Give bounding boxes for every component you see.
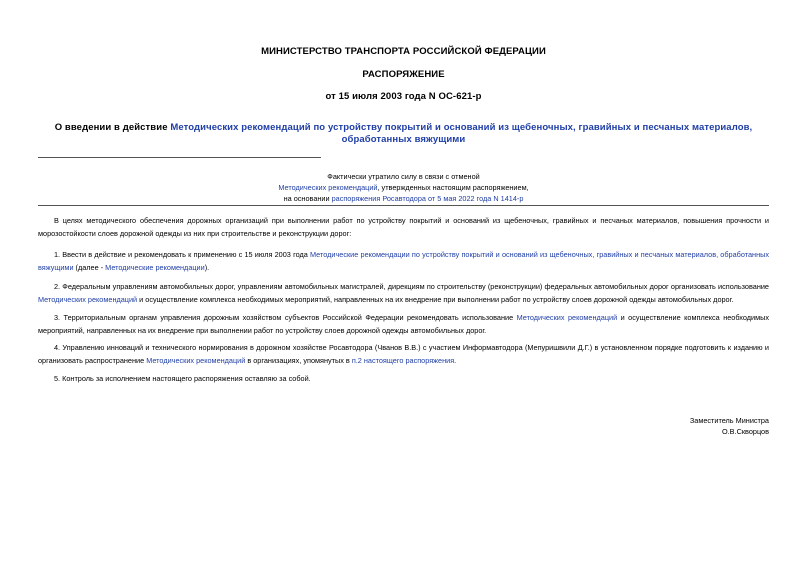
paragraph-3-prefix: 3. Территориальным органам управления дорожным хозяйством субъектов Российской Федерации рекомендовать использование (54, 313, 517, 322)
document-date-number: от 15 июля 2003 года N ОС-621-р (325, 91, 482, 102)
paragraph-4 (38, 341, 769, 368)
paragraph-4-link[interactable]: Методических рекомендаций (146, 356, 246, 366)
ministry-heading: МИНИСТЕРСТВО ТРАНСПОРТА РОССИЙСКОЙ ФЕДЕРАЦИИ (261, 46, 546, 57)
signature-block (690, 415, 769, 437)
intro-text: В целях методического обеспечения дорожных организаций при выполнении работ по устройству покрытий и оснований из щебеночных, гравийных и песчаных материалов, повышения прочности и морозостойкости слоев дорожной одежды из них при строительстве и реконструкции дорог: (38, 216, 769, 239)
status-note-line2-rest: , утвержденных настоящим распоряжением, (377, 183, 529, 192)
intro-paragraph (38, 214, 769, 241)
status-note-link-recommendations[interactable]: Методических рекомендаций (278, 183, 378, 192)
paragraph-2 (38, 280, 769, 307)
paragraph-2-prefix: 2. Федеральным управлениям автомобильных дорог, управлениям автомобильных магистралей, дирекциям по строительству (реконструкции) федеральных автомобильных дорог организовать использование (54, 282, 769, 291)
paragraph-1-mid: (далее - (73, 263, 106, 273)
status-note-line1: Фактически утратило силу в связи с отменой (327, 172, 480, 181)
paragraph-4-mid: в организациях, упомянутых в (245, 356, 352, 366)
signature-name: О.В.Скворцов (721, 427, 769, 436)
document-title (50, 122, 757, 146)
status-note (0, 171, 807, 204)
status-note-link-order[interactable]: распоряжения Росавтодора от 5 мая 2022 года N 1414-р (331, 194, 524, 203)
status-note-line3-prefix: на основании (283, 194, 332, 203)
status-note-line3 (0, 193, 807, 204)
paragraph-2-rest: и осуществление комплекса необходимых мероприятий, направленных на их внедрение при выполнении работ по устройству слоев дорожной одежды автомобильных дорог. (137, 295, 734, 305)
status-note-line2 (0, 182, 807, 193)
paragraph-4-link-clause[interactable]: п.2 настоящего распоряжения (351, 356, 455, 366)
paragraph-2-link[interactable]: Методических рекомендаций (38, 295, 138, 305)
title-link[interactable]: Методических рекомендаций по устройству покрытий и оснований из щебеночных, гравийных и песчаных материалов, обработанных вяжущими (170, 122, 753, 145)
paragraph-3-rest: и осуществление комплекса необходимых мероприятий, направленных на их внедрение при выполнении работ по устройству слоев дорожной одежды автомобильных дорог. (38, 313, 769, 336)
signature-position: Заместитель Министра (689, 416, 769, 425)
document-type: РАСПОРЯЖЕНИЕ (362, 69, 445, 80)
paragraph-1 (38, 248, 769, 275)
paragraph-4-end: . (454, 356, 457, 366)
status-divider (38, 205, 769, 206)
paragraph-5-text: 5. Контроль за исполнением настоящего распоряжения оставляю за собой. (54, 374, 311, 383)
paragraph-3-link[interactable]: Методических рекомендаций (516, 313, 618, 322)
title-prefix: О введении в действие (54, 122, 171, 133)
paragraph-5 (38, 372, 769, 385)
paragraph-4-prefix: 4. Управлению инноваций и технического нормирования в дорожном хозяйстве Росавтодора (Чванов В.В.) с участием Информавтодора (Мепуришвили Д.Г.) в установленном порядке подготовить к изданию и организовать распространение (38, 343, 769, 366)
paragraph-1-end: ). (204, 263, 210, 273)
paragraph-1-link-short[interactable]: Методические рекомендации (105, 263, 205, 273)
title-divider (38, 157, 321, 158)
paragraph-1-prefix: 1. Ввести в действие и рекомендовать к применению с 15 июля 2003 года (54, 250, 310, 259)
paragraph-1-link[interactable]: Методические рекомендации по устройству покрытий и оснований из щебеночных, гравийных и песчаных материалов, обработанных вяжущими (38, 250, 770, 273)
paragraph-3 (38, 311, 769, 338)
